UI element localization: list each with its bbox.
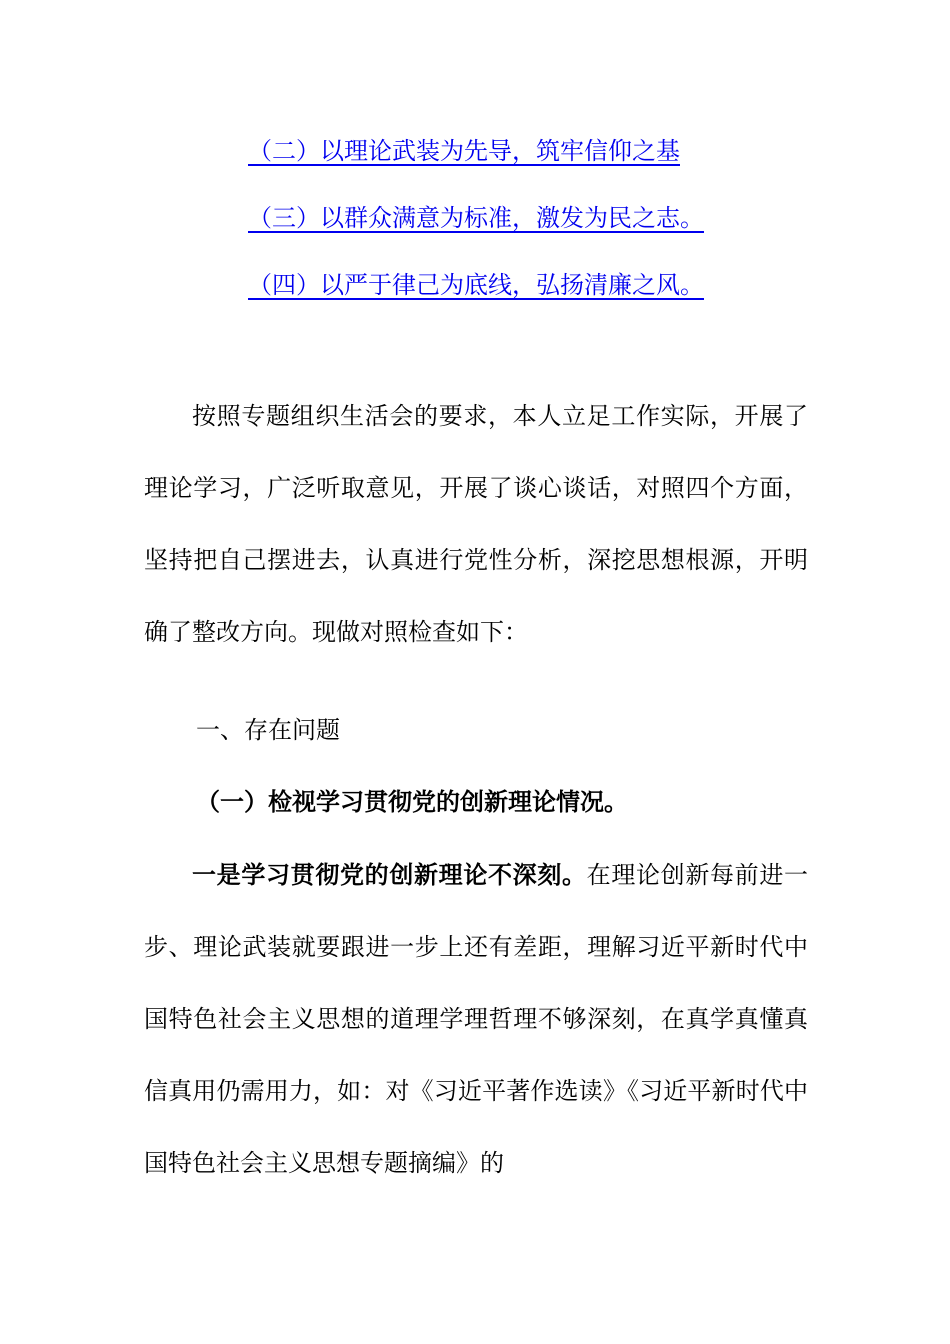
- section-heading: 一、存在问题: [196, 716, 340, 744]
- subsection-heading: （一）检视学习贯彻党的创新理论情况。: [196, 788, 628, 816]
- problem-paragraph: [144, 839, 808, 1199]
- problem-lead: 一是学习贯彻党的创新理论不深刻。: [192, 861, 587, 889]
- toc-link-2[interactable]: （二）以理论武装为先导，筑牢信仰之基: [248, 137, 680, 165]
- problem-text: 在理论创新每前进一步、理论武装就要跟进一步上还有差距，理解习近平新时代中国特色社会主义思想的道理学理哲理不够深刻，在真学真懂真信真用仍需用力，如：对《习近平著作选读》《习近平新时代中国特色社会主义思想专题摘编》的: [144, 861, 809, 1177]
- toc-link-3[interactable]: （三）以群众满意为标准，激发为民之志。: [248, 204, 704, 232]
- intro-paragraph: 按照专题组织生活会的要求，本人立足工作实际，开展了理论学习，广泛听取意见，开展了谈心谈话，对照四个方面，坚持把自己摆进去，认真进行党性分析，深挖思想根源，开明确了整改方向。现做对照检查如下：: [144, 402, 808, 646]
- toc-link-4[interactable]: （四）以严于律己为底线，弘扬清廉之风。: [248, 271, 704, 299]
